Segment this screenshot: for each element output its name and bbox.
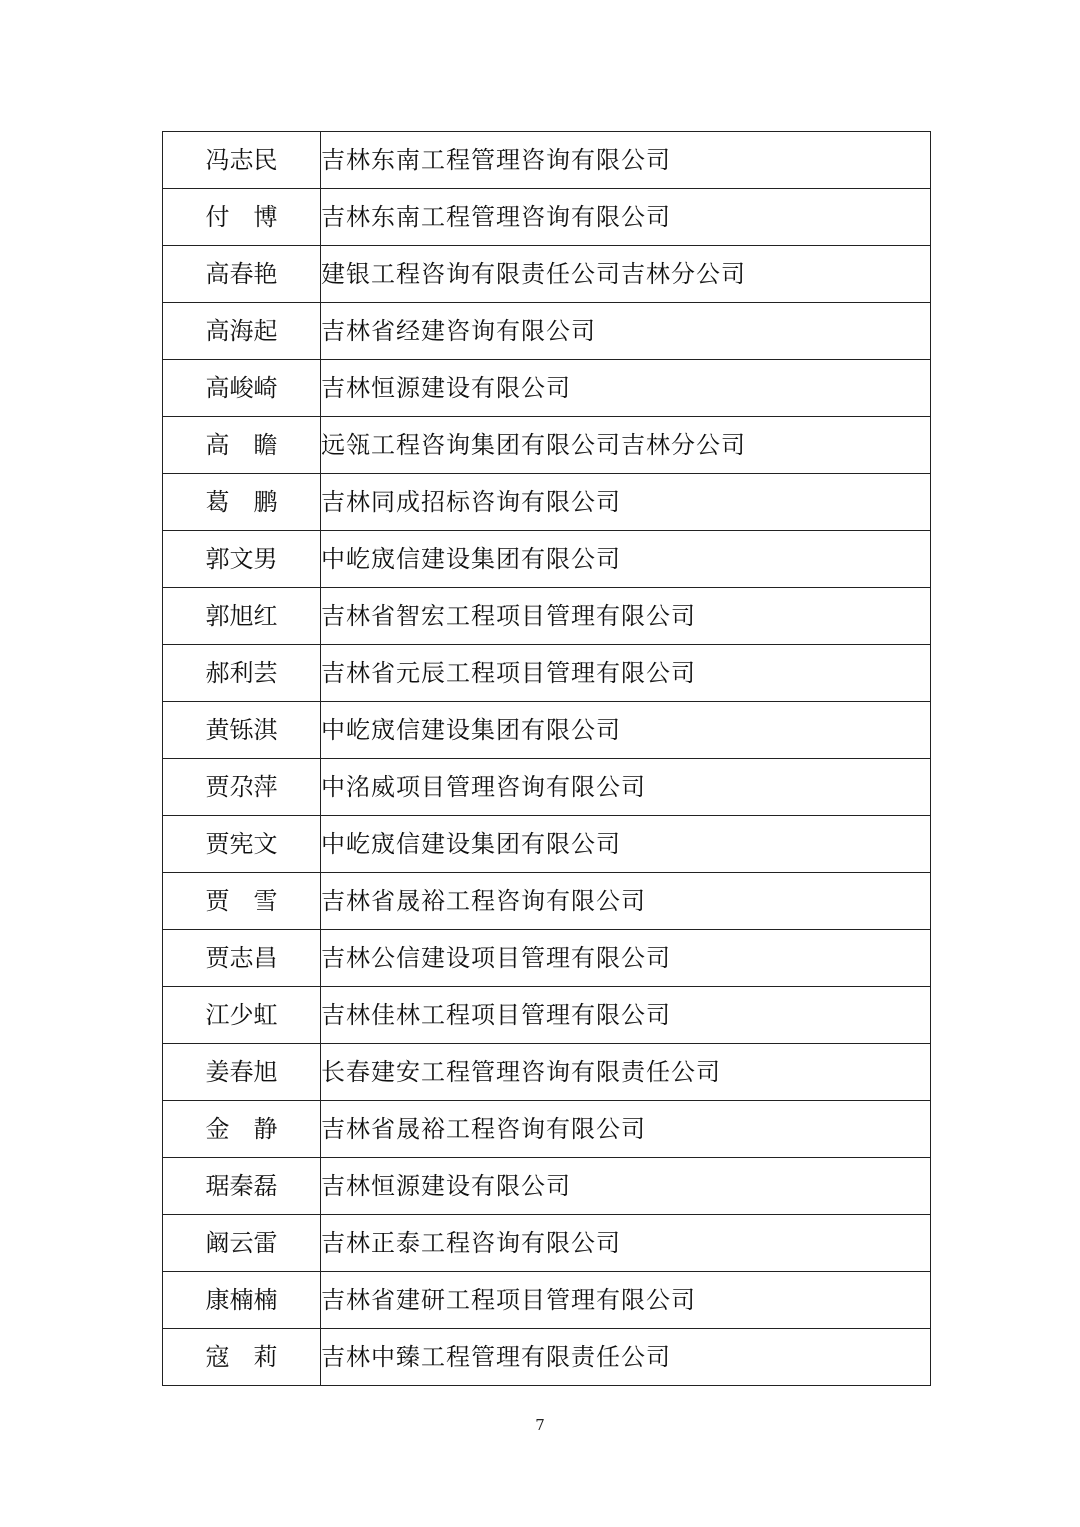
company-name-cell: 吉林同成招标咨询有限公司 bbox=[321, 474, 931, 531]
table-row bbox=[163, 1215, 931, 1272]
company-name-cell: 建银工程咨询有限责任公司吉林分公司 bbox=[321, 246, 931, 303]
company-name-cell: 吉林正泰工程咨询有限公司 bbox=[321, 1215, 931, 1272]
company-name-cell: 吉林省智宏工程项目管理有限公司 bbox=[321, 588, 931, 645]
table-row bbox=[163, 588, 931, 645]
person-name-cell: 黄铄淇 bbox=[163, 702, 321, 759]
company-name-cell: 长春建安工程管理咨询有限责任公司 bbox=[321, 1044, 931, 1101]
company-name-cell: 吉林省晟裕工程咨询有限公司 bbox=[321, 873, 931, 930]
company-name-cell: 中屹宬信建设集团有限公司 bbox=[321, 702, 931, 759]
person-name-cell: 姜春旭 bbox=[163, 1044, 321, 1101]
company-name-cell: 吉林恒源建设有限公司 bbox=[321, 1158, 931, 1215]
person-name-cell: 江少虹 bbox=[163, 987, 321, 1044]
person-name-cell: 冯志民 bbox=[163, 132, 321, 189]
company-name-cell: 吉林恒源建设有限公司 bbox=[321, 360, 931, 417]
company-name-cell: 中屹宬信建设集团有限公司 bbox=[321, 531, 931, 588]
company-name-cell: 吉林省晟裕工程咨询有限公司 bbox=[321, 1101, 931, 1158]
company-name-cell: 中屹宬信建设集团有限公司 bbox=[321, 816, 931, 873]
person-name-cell: 葛 鹏 bbox=[163, 474, 321, 531]
company-name-cell: 吉林东南工程管理咨询有限公司 bbox=[321, 132, 931, 189]
person-name-cell: 贾 雪 bbox=[163, 873, 321, 930]
table-row bbox=[163, 1329, 931, 1386]
table-row bbox=[163, 303, 931, 360]
person-name-cell: 阚云雷 bbox=[163, 1215, 321, 1272]
person-name-cell: 金 静 bbox=[163, 1101, 321, 1158]
person-name-cell: 贾志昌 bbox=[163, 930, 321, 987]
person-name-cell: 贾尕萍 bbox=[163, 759, 321, 816]
person-name-cell: 高 瞻 bbox=[163, 417, 321, 474]
person-name-cell: 高春艳 bbox=[163, 246, 321, 303]
table-row bbox=[163, 189, 931, 246]
page-number: 7 bbox=[535, 1416, 545, 1434]
table-row bbox=[163, 1158, 931, 1215]
company-name-cell: 吉林中臻工程管理有限责任公司 bbox=[321, 1329, 931, 1386]
table-row bbox=[163, 132, 931, 189]
company-name-cell: 远瓴工程咨询集团有限公司吉林分公司 bbox=[321, 417, 931, 474]
company-name-cell: 吉林公信建设项目管理有限公司 bbox=[321, 930, 931, 987]
table-row bbox=[163, 987, 931, 1044]
person-name-cell: 康楠楠 bbox=[163, 1272, 321, 1329]
table-row bbox=[163, 531, 931, 588]
table-row bbox=[163, 873, 931, 930]
roster-table-body bbox=[163, 132, 931, 1386]
company-name-cell: 吉林省元辰工程项目管理有限公司 bbox=[321, 645, 931, 702]
table-row bbox=[163, 759, 931, 816]
person-name-cell: 高海起 bbox=[163, 303, 321, 360]
person-name-cell: 郝利芸 bbox=[163, 645, 321, 702]
company-name-cell: 吉林佳林工程项目管理有限公司 bbox=[321, 987, 931, 1044]
person-name-cell: 高峻崎 bbox=[163, 360, 321, 417]
company-name-cell: 中洺威项目管理咨询有限公司 bbox=[321, 759, 931, 816]
person-name-cell: 琚秦磊 bbox=[163, 1158, 321, 1215]
company-name-cell: 吉林东南工程管理咨询有限公司 bbox=[321, 189, 931, 246]
table-row bbox=[163, 1101, 931, 1158]
roster-table bbox=[162, 131, 931, 1386]
company-name-cell: 吉林省经建咨询有限公司 bbox=[321, 303, 931, 360]
table-row bbox=[163, 1272, 931, 1329]
table-row bbox=[163, 930, 931, 987]
person-name-cell: 贾宪文 bbox=[163, 816, 321, 873]
table-row bbox=[163, 360, 931, 417]
person-name-cell: 寇 莉 bbox=[163, 1329, 321, 1386]
table-row bbox=[163, 417, 931, 474]
table-row bbox=[163, 816, 931, 873]
table-row bbox=[163, 246, 931, 303]
table-row bbox=[163, 645, 931, 702]
person-name-cell: 郭旭红 bbox=[163, 588, 321, 645]
person-name-cell: 付 博 bbox=[163, 189, 321, 246]
table-row bbox=[163, 1044, 931, 1101]
person-name-cell: 郭文男 bbox=[163, 531, 321, 588]
company-name-cell: 吉林省建研工程项目管理有限公司 bbox=[321, 1272, 931, 1329]
table-row bbox=[163, 474, 931, 531]
table-row bbox=[163, 702, 931, 759]
